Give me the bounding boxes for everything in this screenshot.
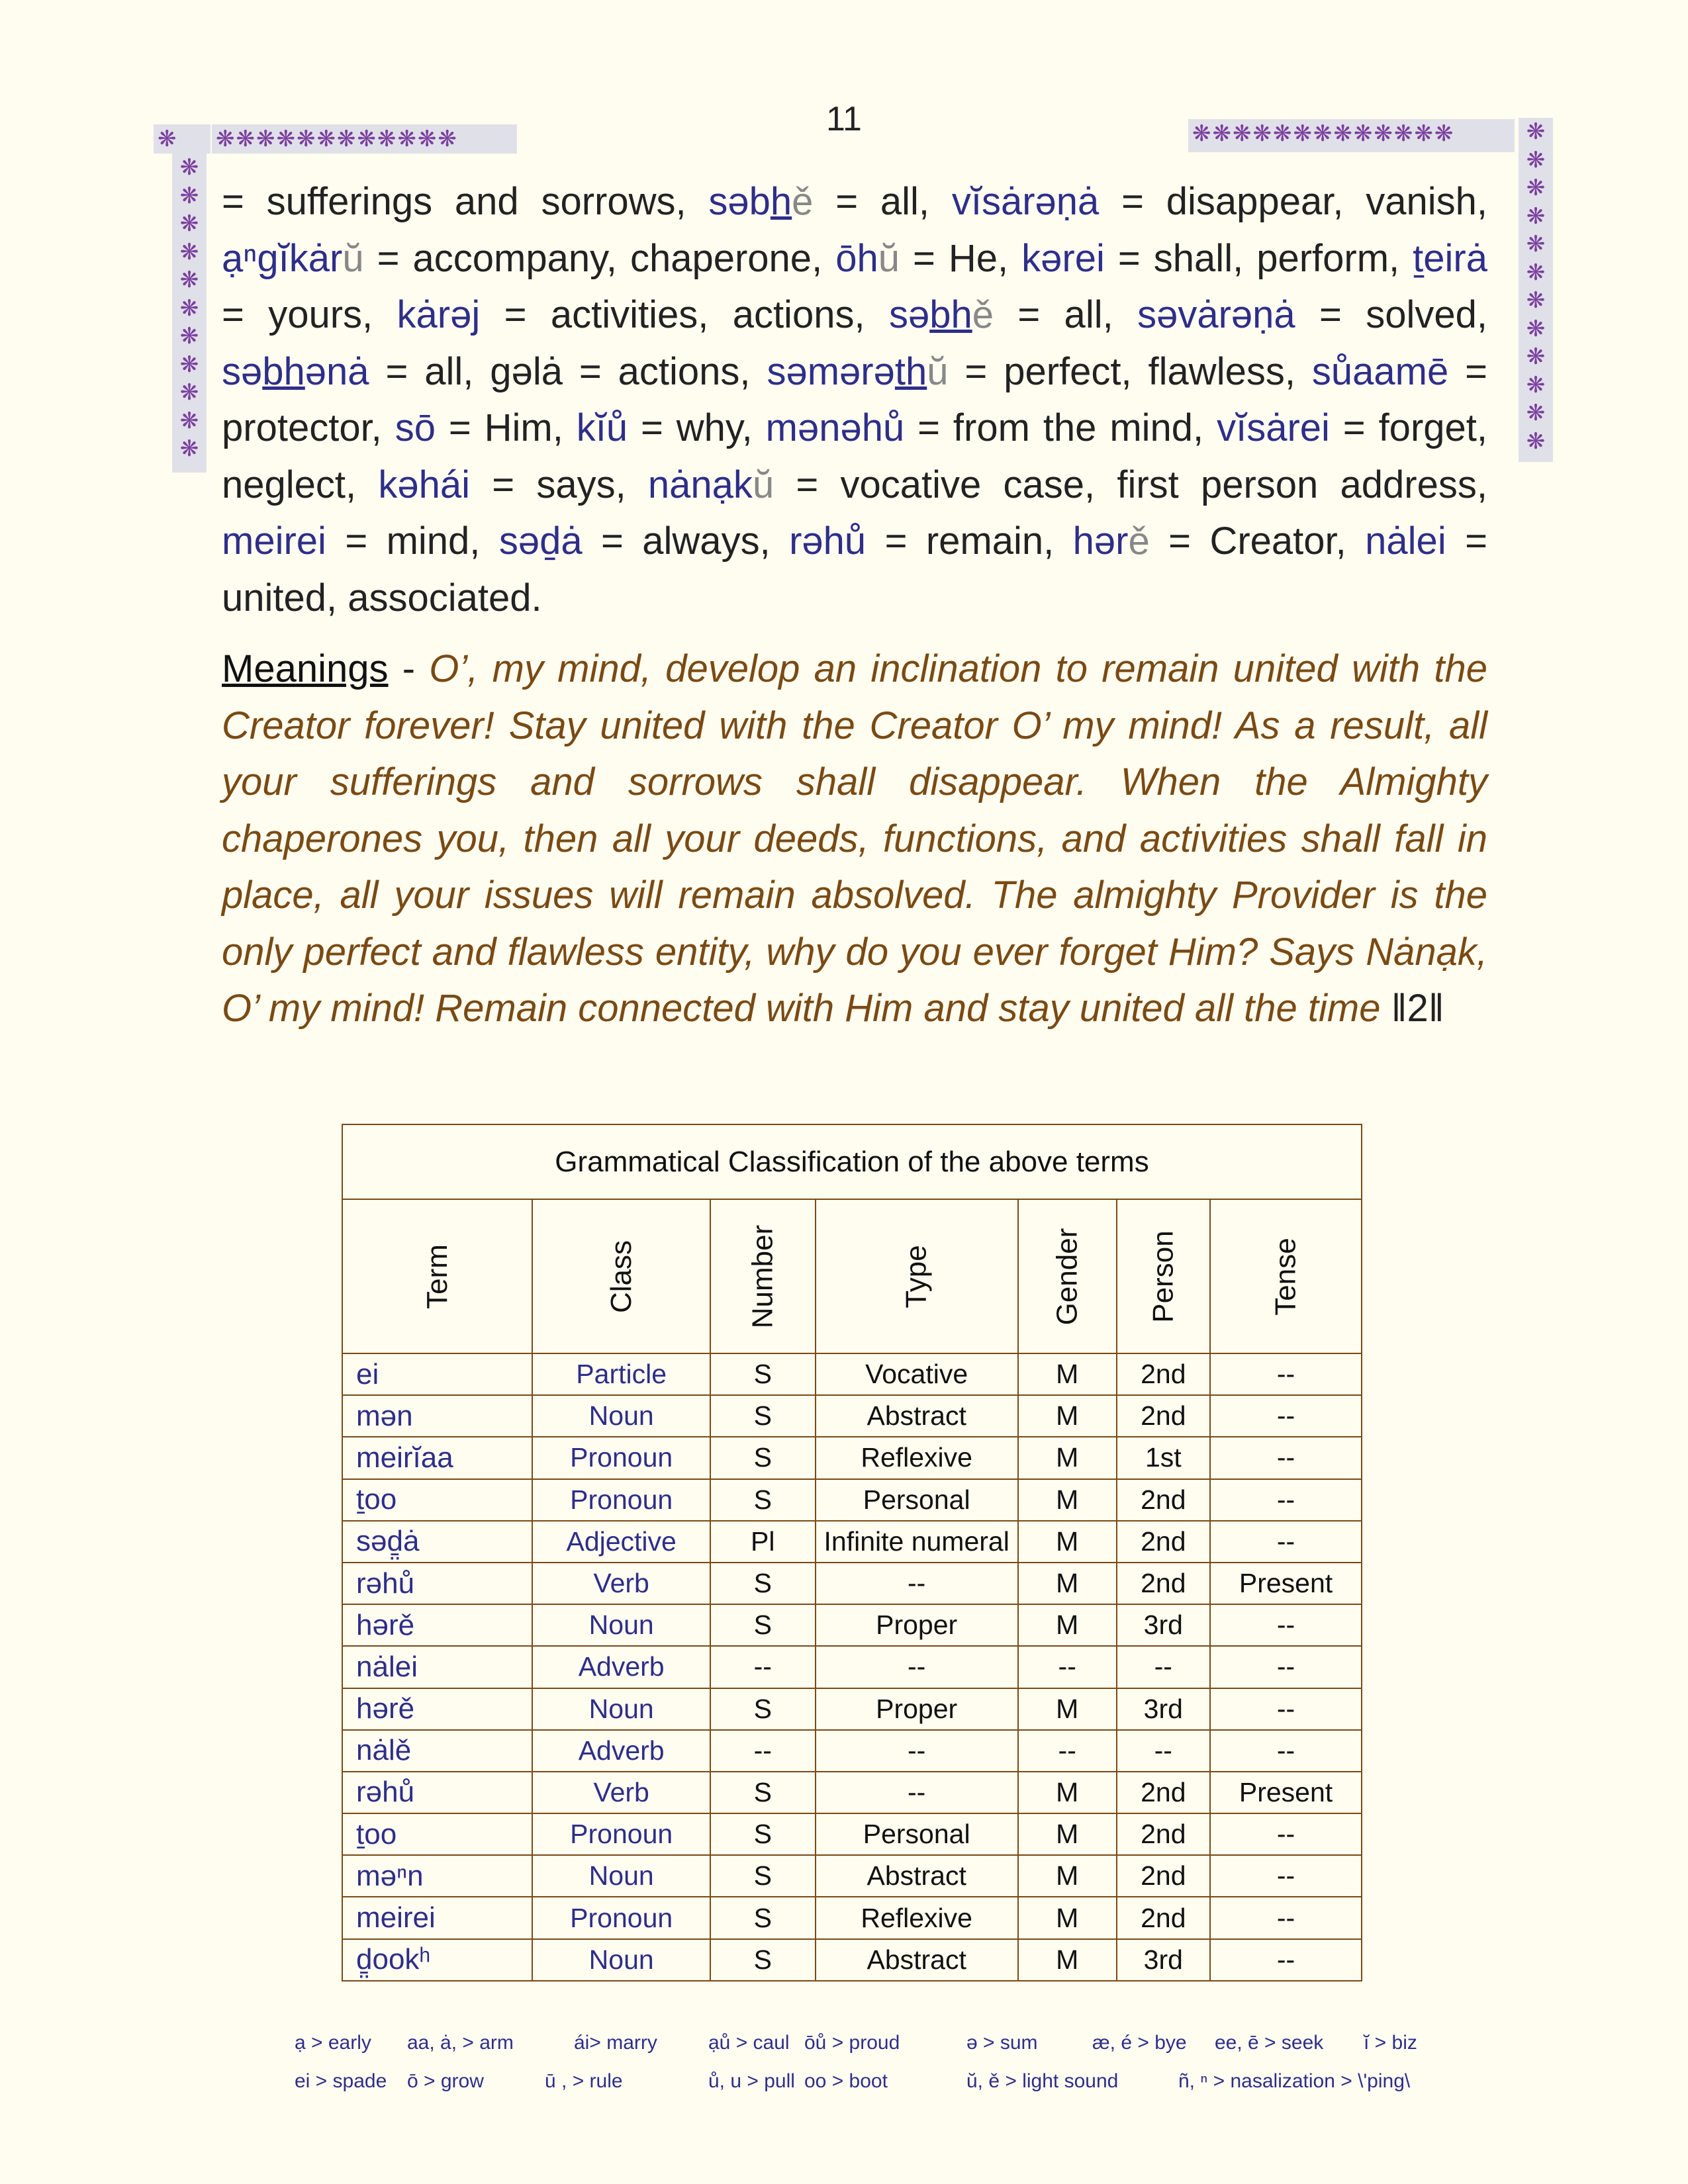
definition-text: = remain,: [866, 520, 1073, 563]
cell-term: rəhů: [342, 1563, 532, 1604]
cell-gender: M: [1018, 1772, 1117, 1813]
cell-tense: --: [1210, 1353, 1362, 1395]
legend-entry: aa, ȧ, > arm: [407, 2032, 514, 2054]
legend-entry: ei > spade: [295, 2070, 387, 2092]
legend-entry: ạů > caul: [708, 2032, 790, 2054]
table-row: [342, 1604, 1362, 1646]
cell-class: Particle: [532, 1353, 710, 1395]
definition-text: = disappear, vanish,: [1099, 180, 1488, 223]
definition-text: = all, gəlȧ = actions,: [369, 349, 767, 393]
cell-class: Noun: [532, 1855, 710, 1897]
cell-person: 3rd: [1117, 1688, 1210, 1730]
cell-term: nȧlě: [342, 1730, 532, 1772]
cell-class: Noun: [532, 1688, 710, 1730]
cell-type: Abstract: [816, 1855, 1018, 1897]
cell-type: Abstract: [816, 1395, 1018, 1437]
cell-term: meirei: [342, 1897, 532, 1938]
cell-person: 2nd: [1117, 1563, 1210, 1604]
legend-entry: ạ > early: [295, 2032, 371, 2054]
grammar-table: [342, 1124, 1362, 1981]
gurbani-term: nȧnạk: [647, 463, 753, 506]
table-row: [342, 1897, 1362, 1938]
gurbani-term: hər: [1072, 520, 1129, 563]
definition-text: = activities, actions,: [480, 293, 889, 336]
table-row: [342, 1730, 1362, 1772]
definition-text: = forget, neglect,: [222, 406, 1488, 506]
legend-entry: ĭ > biz: [1364, 2032, 1417, 2054]
cell-number: S: [710, 1437, 816, 1479]
legend-entry: ō > grow: [407, 2070, 484, 2092]
cell-type: Reflexive: [816, 1897, 1018, 1938]
cell-term: ḏ̤ookʰ: [342, 1939, 532, 1981]
gurbani-term: ě: [1128, 520, 1150, 563]
cell-tense: --: [1210, 1730, 1362, 1772]
cell-number: S: [710, 1395, 816, 1437]
gurbani-term: sō: [395, 406, 436, 449]
cell-tense: --: [1210, 1437, 1362, 1479]
definition-text: = from the mind,: [904, 406, 1217, 449]
meanings-text: O’, my mind, develop an inclination to remain united with the Creator forever! Stay united with the Creator O’ my mind! As a result, all your sufferings and sorrows shall disappear. When the Almighty chaperones you, then all your deeds, functions, and activities shall fall in place, all your issues will remain absolved. The almighty Provider is the only perfect and flawless entity, why do you ever forget Him? Says Nȧnạk, O’ my mind! Remain connected with Him and stay united all the time: [222, 647, 1487, 1030]
legend-entry: ái> marry: [574, 2032, 657, 2054]
gurbani-term: kȧrəj: [397, 293, 481, 336]
cell-gender: M: [1018, 1521, 1117, 1563]
cell-class: Adverb: [532, 1646, 710, 1688]
word-definitions-paragraph: [222, 173, 1487, 626]
cell-class: Verb: [532, 1772, 710, 1813]
cell-tense: --: [1210, 1813, 1362, 1855]
gurbani-term: mənəhů: [765, 406, 905, 449]
gurbani-term: rəhů: [789, 520, 867, 563]
cell-tense: Present: [1210, 1563, 1362, 1604]
cell-tense: --: [1210, 1939, 1362, 1981]
cell-term: mən: [342, 1395, 532, 1437]
definition-text: = why,: [628, 406, 766, 449]
cell-class: Verb: [532, 1563, 710, 1604]
definition-text: = perfect, flawless,: [948, 349, 1312, 393]
definition-text: = vocative case, first person address,: [774, 463, 1487, 506]
cell-class: Noun: [532, 1939, 710, 1981]
verse-end-mark: ǁ2ǁ: [1380, 987, 1444, 1030]
cell-person: --: [1117, 1646, 1210, 1688]
definition-text: = shall, perform,: [1104, 236, 1413, 280]
definition-text: = solved,: [1295, 293, 1488, 336]
cell-number: S: [710, 1813, 816, 1855]
gurbani-term: ōh: [835, 236, 878, 280]
definition-text: = yours,: [222, 293, 397, 336]
column-header-class: Class: [532, 1199, 710, 1353]
gurbani-term: sůaamē: [1311, 349, 1449, 393]
table-row: [342, 1521, 1362, 1563]
definition-text: = says,: [470, 463, 648, 506]
definition-text: = all,: [993, 293, 1138, 336]
definition-text: = Him,: [435, 406, 577, 449]
cell-tense: --: [1210, 1521, 1362, 1563]
cell-person: 2nd: [1117, 1479, 1210, 1521]
gurbani-term: kəhái: [378, 463, 471, 506]
definition-text: = mind,: [326, 520, 499, 563]
cell-gender: --: [1018, 1646, 1117, 1688]
cell-tense: --: [1210, 1855, 1362, 1897]
gurbani-term: səvȧrəṇȧ: [1137, 293, 1295, 336]
floral-border-top-right-strip: ❋❋❋❋❋❋❋❋❋❋❋❋❋: [1188, 119, 1515, 152]
gurbani-term: ṯeirȧ: [1413, 236, 1487, 280]
table-row: [342, 1563, 1362, 1604]
cell-type: Infinite numeral: [816, 1521, 1018, 1563]
cell-tense: --: [1210, 1688, 1362, 1730]
cell-type: Reflexive: [816, 1437, 1018, 1479]
cell-class: Pronoun: [532, 1437, 710, 1479]
gurbani-term: vĭsȧrəṇȧ: [951, 180, 1100, 223]
cell-gender: --: [1018, 1730, 1117, 1772]
page-number: 11: [826, 100, 862, 138]
cell-class: Adverb: [532, 1730, 710, 1772]
legend-entry: ů, u > pull: [708, 2070, 795, 2092]
cell-type: --: [816, 1772, 1018, 1813]
legend-entry: æ, é > bye: [1092, 2032, 1187, 2054]
cell-number: S: [710, 1688, 816, 1730]
floral-border-right: ❋❋❋❋❋❋❋❋❋❋❋❋: [1519, 118, 1553, 462]
cell-class: Pronoun: [532, 1897, 710, 1938]
cell-term: ei: [342, 1353, 532, 1395]
cell-person: 3rd: [1117, 1604, 1210, 1646]
cell-class: Pronoun: [532, 1813, 710, 1855]
table-row: [342, 1855, 1362, 1897]
cell-type: Abstract: [816, 1939, 1018, 1981]
cell-gender: M: [1018, 1437, 1117, 1479]
gurbani-term: sə: [222, 349, 263, 393]
legend-entry: ə > sum: [966, 2032, 1038, 2054]
cell-type: --: [816, 1730, 1018, 1772]
cell-gender: M: [1018, 1939, 1117, 1981]
gurbani-term: səb: [708, 180, 771, 223]
cell-person: 1st: [1117, 1437, 1210, 1479]
column-header-tense: Tense: [1210, 1199, 1362, 1353]
cell-number: S: [710, 1353, 816, 1395]
cell-number: Pl: [710, 1521, 816, 1563]
cell-term: məⁿn: [342, 1855, 532, 1897]
gurbani-term: nȧlei: [1365, 520, 1446, 563]
cell-type: --: [816, 1646, 1018, 1688]
gurbani-term: ạⁿgĭkȧr: [222, 236, 343, 280]
definition-text: = all,: [813, 180, 952, 223]
column-header-number: Number: [710, 1199, 816, 1353]
cell-number: S: [710, 1563, 816, 1604]
cell-class: Pronoun: [532, 1479, 710, 1521]
gurbani-term: səḏȧ: [498, 520, 583, 563]
cell-term: ṯoo: [342, 1479, 532, 1521]
cell-number: S: [710, 1604, 816, 1646]
legend-entry: ōů > proud: [804, 2032, 900, 2054]
table-row: [342, 1772, 1362, 1813]
cell-gender: M: [1018, 1395, 1117, 1437]
definition-text: = He,: [899, 236, 1022, 280]
floral-border-top-left-strip: ❋❋❋❋❋❋❋❋❋❋❋❋: [212, 124, 517, 154]
cell-tense: --: [1210, 1646, 1362, 1688]
cell-number: --: [710, 1730, 816, 1772]
gurbani-term: kərei: [1021, 236, 1105, 280]
cell-person: 2nd: [1117, 1521, 1210, 1563]
cell-person: 2nd: [1117, 1353, 1210, 1395]
cell-person: 2nd: [1117, 1897, 1210, 1938]
cell-type: Proper: [816, 1604, 1018, 1646]
cell-person: 2nd: [1117, 1813, 1210, 1855]
cell-gender: M: [1018, 1353, 1117, 1395]
gurbani-term: ŭ: [878, 236, 900, 280]
cell-tense: --: [1210, 1395, 1362, 1437]
cell-class: Noun: [532, 1395, 710, 1437]
cell-term: ṯoo: [342, 1813, 532, 1855]
column-header-term: Term: [342, 1199, 532, 1353]
table-row: [342, 1939, 1362, 1981]
gurbani-term: ŭ: [342, 236, 364, 280]
definition-text: = always,: [582, 520, 790, 563]
cell-gender: M: [1018, 1688, 1117, 1730]
pronunciation-legend: [295, 2032, 1486, 2098]
cell-gender: M: [1018, 1855, 1117, 1897]
gurbani-term: th: [894, 349, 927, 393]
gurbani-term: ŭ: [927, 349, 949, 393]
floral-border-top-left: ❋: [154, 124, 211, 154]
cell-number: S: [710, 1939, 816, 1981]
cell-tense: --: [1210, 1897, 1362, 1938]
gurbani-term: ě: [792, 180, 814, 223]
definition-text: = united, associated.: [222, 520, 1487, 619]
cell-term: meirĭaa: [342, 1437, 532, 1479]
column-header-person: Person: [1117, 1199, 1210, 1353]
table-row: [342, 1437, 1362, 1479]
gurbani-term: meirei: [222, 520, 326, 563]
cell-person: 3rd: [1117, 1939, 1210, 1981]
table-row: [342, 1688, 1362, 1730]
legend-entry: ee, ē > seek: [1215, 2032, 1324, 2054]
gurbani-term: bh: [262, 349, 305, 393]
legend-entry: ŭ, ě > light sound: [966, 2070, 1119, 2092]
column-header-gender: Gender: [1018, 1199, 1117, 1353]
cell-class: Adjective: [532, 1521, 710, 1563]
cell-number: S: [710, 1772, 816, 1813]
table-row: [342, 1395, 1362, 1437]
legend-entry: ū , > rule: [545, 2070, 623, 2092]
gurbani-term: səmərə: [767, 349, 895, 393]
gurbani-term: ənȧ: [305, 349, 369, 393]
cell-type: --: [816, 1563, 1018, 1604]
definition-text: = protector,: [222, 349, 1487, 449]
gurbani-term: vĭsȧrei: [1217, 406, 1330, 449]
cell-person: 2nd: [1117, 1395, 1210, 1437]
cell-type: Proper: [816, 1688, 1018, 1730]
cell-gender: M: [1018, 1897, 1117, 1938]
floral-border-left: ❋❋❋❋❋❋❋❋❋❋❋: [172, 154, 207, 473]
cell-term: rəhů: [342, 1772, 532, 1813]
column-header-type: Type: [816, 1199, 1018, 1353]
cell-gender: M: [1018, 1479, 1117, 1521]
cell-class: Noun: [532, 1604, 710, 1646]
cell-type: Personal: [816, 1479, 1018, 1521]
meanings-label: Meanings: [222, 647, 389, 690]
cell-tense: --: [1210, 1604, 1362, 1646]
table-row: [342, 1646, 1362, 1688]
legend-entry: oo > boot: [804, 2070, 888, 2092]
cell-term: hərě: [342, 1688, 532, 1730]
gurbani-term: ŭ: [752, 463, 774, 506]
meanings-separator: -: [388, 647, 430, 690]
cell-person: --: [1117, 1730, 1210, 1772]
cell-term: səḏ̤ȧ: [342, 1521, 532, 1563]
gurbani-term: kĭů: [576, 406, 628, 449]
cell-person: 2nd: [1117, 1772, 1210, 1813]
gurbani-term: ě: [972, 293, 994, 336]
meanings-paragraph: [222, 641, 1487, 1037]
cell-gender: M: [1018, 1604, 1117, 1646]
table-row: [342, 1353, 1362, 1395]
cell-number: S: [710, 1855, 816, 1897]
cell-type: Personal: [816, 1813, 1018, 1855]
cell-type: Vocative: [816, 1353, 1018, 1395]
table-row: [342, 1813, 1362, 1855]
table-caption: Grammatical Classification of the above terms: [342, 1124, 1362, 1199]
cell-number: --: [710, 1646, 816, 1688]
definition-text: = Creator,: [1149, 520, 1366, 563]
cell-gender: M: [1018, 1813, 1117, 1855]
cell-number: S: [710, 1897, 816, 1938]
cell-number: S: [710, 1479, 816, 1521]
gurbani-term: sə: [888, 293, 930, 336]
legend-entry: ñ, ⁿ > nasalization > \'ping\: [1178, 2070, 1411, 2092]
table-header-row: [342, 1199, 1362, 1353]
cell-term: hərě: [342, 1604, 532, 1646]
table-row: [342, 1479, 1362, 1521]
cell-person: 2nd: [1117, 1855, 1210, 1897]
cell-tense: Present: [1210, 1772, 1362, 1813]
gurbani-term: h: [770, 180, 792, 223]
definition-text: = accompany, chaperone,: [363, 236, 836, 280]
cell-term: nȧlei: [342, 1646, 532, 1688]
definition-text: = sufferings and sorrows,: [222, 180, 709, 223]
gurbani-term: bh: [929, 293, 972, 336]
cell-gender: M: [1018, 1563, 1117, 1604]
cell-tense: --: [1210, 1479, 1362, 1521]
